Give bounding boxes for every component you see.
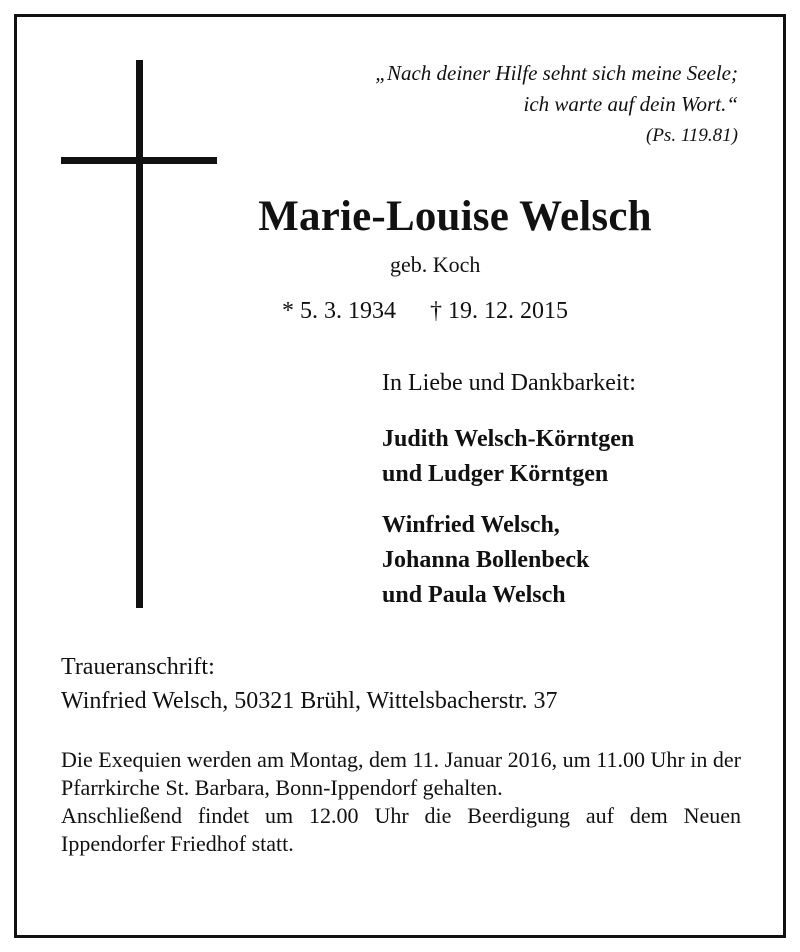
service-paragraph-2: Anschließend findet um 12.00 Uhr die Beerdigung auf dem Neuen Ippendorfer Friedhof statt.: [61, 803, 741, 856]
cross-icon-crossbar: [61, 157, 217, 164]
death-date: † 19. 12. 2015: [430, 298, 568, 324]
mourner-line: Johanna Bollenbeck: [382, 547, 590, 573]
address-label: Traueranschrift:: [61, 654, 215, 680]
quote-line-1: „Nach deiner Hilfe sehnt sich meine Seele;: [375, 61, 738, 85]
psalm-quote: [375, 58, 738, 151]
life-dates: [282, 298, 568, 325]
mourners-intro: In Liebe und Dankbarkeit:: [382, 370, 636, 396]
quote-reference: (Ps. 119.81): [646, 125, 738, 146]
mourner-line: und Ludger Körntgen: [382, 461, 609, 487]
mourner-group-2: [382, 508, 589, 613]
service-paragraph-1: Die Exequien werden am Montag, dem 11. Januar 2016, um 11.00 Uhr in der Pfarrkirche St. Barbara, Bonn-Ippendorf gehalten.: [61, 747, 741, 800]
mourner-line: und Paula Welsch: [382, 582, 566, 608]
quote-line-2: ich warte auf dein Wort.“: [523, 92, 738, 116]
mourner-group-1: [382, 422, 634, 492]
birth-date: * 5. 3. 1934: [282, 298, 396, 324]
birth-name: geb. Koch: [390, 252, 481, 277]
service-details: [61, 746, 741, 858]
cross-icon: [136, 60, 143, 608]
mourning-address: [61, 650, 558, 718]
mourner-line: Judith Welsch-Körntgen: [382, 426, 635, 452]
address-text: Winfried Welsch, 50321 Brühl, Wittelsbacherstr. 37: [61, 688, 558, 714]
mourner-line: Winfried Welsch,: [382, 512, 560, 538]
deceased-name: Marie-Louise Welsch: [258, 193, 652, 240]
